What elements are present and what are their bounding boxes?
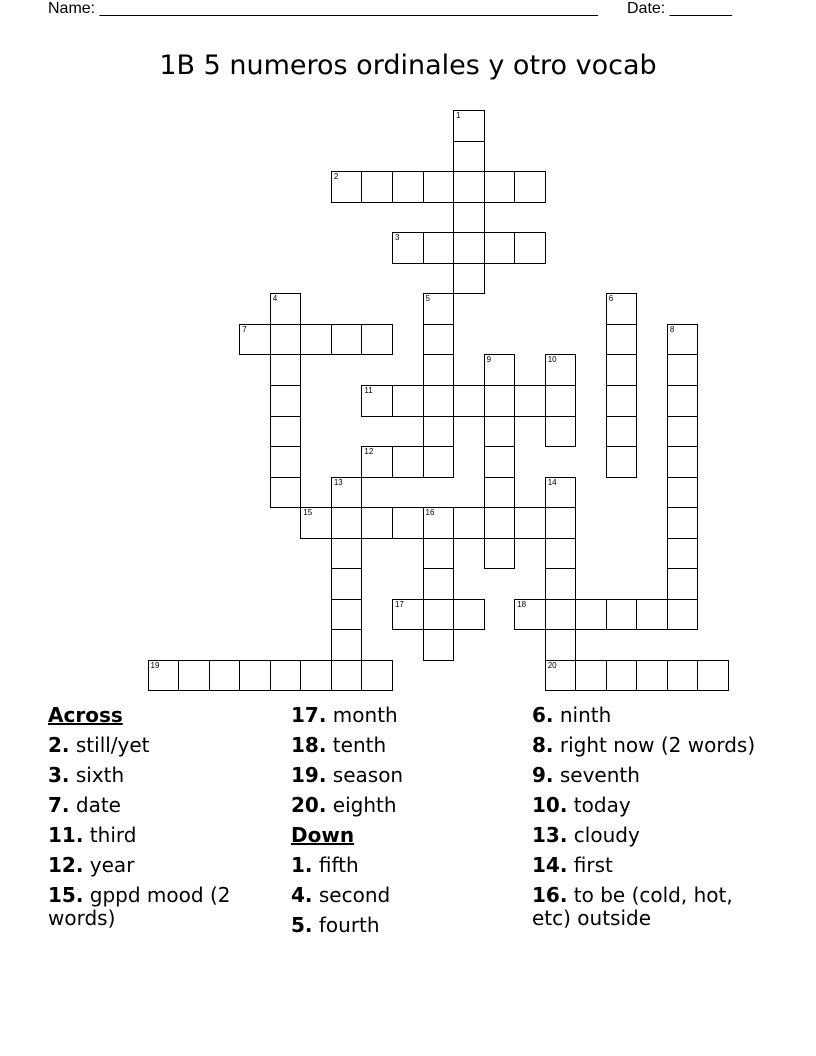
clue-item-number: 3.	[48, 763, 70, 787]
clue-item	[48, 764, 278, 787]
clue-column-3	[532, 704, 772, 937]
grid-cell[interactable]	[178, 660, 210, 692]
clue-item-number: 9.	[532, 763, 554, 787]
grid-cell[interactable]	[514, 507, 546, 539]
grid-cell[interactable]	[514, 232, 546, 264]
clue-item-number: 18.	[291, 733, 327, 757]
clue-item	[48, 734, 278, 757]
clue-number: 10	[547, 355, 557, 365]
clue-item	[48, 854, 278, 877]
clue-item-text: date	[69, 793, 121, 817]
grid-cell[interactable]	[392, 171, 424, 203]
clue-number: 8	[669, 324, 675, 334]
clue-item	[532, 884, 772, 930]
grid-cell[interactable]	[453, 507, 485, 539]
grid-cell[interactable]	[667, 416, 699, 448]
grid-cell[interactable]	[545, 599, 577, 631]
grid-cell[interactable]	[453, 599, 485, 631]
grid-cell[interactable]	[667, 385, 699, 417]
grid-cell[interactable]	[606, 599, 638, 631]
clue-item-text: right now (2 words)	[553, 733, 756, 757]
grid-cell[interactable]	[484, 232, 516, 264]
clue-item-number: 1.	[291, 853, 313, 877]
clue-item-text: seventh	[553, 763, 640, 787]
grid-cell[interactable]	[484, 507, 516, 539]
grid-cell[interactable]	[270, 660, 302, 692]
grid-cell[interactable]	[423, 568, 455, 600]
grid-cell[interactable]	[606, 293, 638, 325]
grid-cell[interactable]	[392, 232, 424, 264]
clue-item	[291, 914, 521, 937]
grid-cell[interactable]	[606, 660, 638, 692]
grid-cell[interactable]	[606, 324, 638, 356]
grid-cell[interactable]	[331, 660, 363, 692]
clue-item	[532, 704, 772, 727]
clue-item-text: season	[326, 763, 404, 787]
grid-cell[interactable]	[636, 660, 668, 692]
grid-cell[interactable]	[423, 599, 455, 631]
grid-cell[interactable]	[545, 538, 577, 570]
grid-cell[interactable]	[270, 324, 302, 356]
clue-item	[48, 794, 278, 817]
grid-cell[interactable]	[667, 477, 699, 509]
grid-cell[interactable]	[484, 354, 516, 386]
clue-item-text: year	[83, 853, 135, 877]
grid-cell[interactable]	[300, 660, 332, 692]
grid-cell[interactable]	[697, 660, 729, 692]
clue-item-number: 11.	[48, 823, 84, 847]
grid-cell[interactable]	[423, 232, 455, 264]
clue-item-number: 10.	[532, 793, 568, 817]
grid-cell[interactable]	[667, 538, 699, 570]
clue-item-number: 12.	[48, 853, 84, 877]
grid-cell[interactable]	[484, 538, 516, 570]
grid-cell[interactable]	[453, 171, 485, 203]
clue-number: 18	[517, 599, 527, 609]
clue-item-number: 7.	[48, 793, 70, 817]
grid-cell[interactable]	[270, 354, 302, 386]
grid-cell[interactable]	[423, 354, 455, 386]
clue-item-text: still/yet	[69, 733, 150, 757]
grid-cell[interactable]	[361, 446, 393, 478]
grid-cell[interactable]	[331, 324, 363, 356]
clue-number: 1	[456, 111, 461, 120]
clue-column-2	[291, 704, 521, 944]
clue-item	[291, 704, 521, 727]
grid-cell[interactable]	[300, 324, 332, 356]
clue-item-text: tenth	[326, 733, 387, 757]
clue-item	[532, 824, 772, 847]
grid-cell[interactable]	[484, 446, 516, 478]
grid-cell[interactable]	[361, 385, 393, 417]
grid-cell[interactable]	[209, 660, 241, 692]
clue-item-number: 2.	[48, 733, 70, 757]
grid-cell[interactable]	[392, 446, 424, 478]
grid-cell[interactable]	[331, 538, 363, 570]
clue-item	[291, 734, 521, 757]
clue-item	[291, 764, 521, 787]
clue-number: 3	[394, 233, 400, 243]
clue-section-heading: Down	[291, 823, 355, 847]
grid-cell[interactable]	[453, 232, 485, 264]
grid-cell[interactable]	[606, 416, 638, 448]
clue-number: 17	[394, 599, 404, 609]
clue-number: 4	[272, 294, 278, 304]
grid-cell[interactable]	[423, 629, 455, 661]
grid-cell[interactable]	[667, 324, 699, 356]
grid-cell[interactable]	[636, 599, 668, 631]
grid-cell[interactable]	[331, 171, 363, 203]
grid-cell[interactable]	[484, 416, 516, 448]
clue-item-number: 15.	[48, 883, 84, 907]
grid-cell[interactable]	[270, 477, 302, 509]
clue-item-number: 19.	[291, 763, 327, 787]
clue-item	[532, 734, 772, 757]
clue-column-1	[48, 704, 278, 937]
clue-item-text: fourth	[312, 913, 380, 937]
clue-item-number: 5.	[291, 913, 313, 937]
grid-cell[interactable]	[331, 477, 363, 509]
clue-item-text: month	[326, 703, 398, 727]
grid-cell[interactable]	[270, 385, 302, 417]
grid-cell[interactable]	[361, 660, 393, 692]
clue-item-text: gppd mood (2 words)	[48, 883, 231, 930]
grid-cell[interactable]	[423, 171, 455, 203]
clue-item-text: eighth	[326, 793, 397, 817]
grid-cell[interactable]	[606, 354, 638, 386]
grid-cell[interactable]	[300, 507, 332, 539]
grid-cell[interactable]	[667, 507, 699, 539]
clue-number: 19	[150, 660, 160, 670]
grid-cell[interactable]	[514, 385, 546, 417]
clue-number: 7	[242, 324, 247, 334]
grid-cell[interactable]	[361, 171, 393, 203]
grid-cell[interactable]	[453, 202, 485, 234]
grid-cell[interactable]	[484, 385, 516, 417]
grid-cell[interactable]	[545, 416, 577, 448]
grid-cell[interactable]	[453, 385, 485, 417]
date-field-label: Date: _______	[627, 0, 732, 17]
clue-item-text: first	[567, 853, 613, 877]
clue-item	[291, 854, 521, 877]
clue-number: 20	[547, 660, 557, 670]
grid-cell[interactable]	[545, 477, 577, 509]
clue-number: 6	[608, 294, 614, 304]
clue-number: 14	[547, 477, 557, 487]
clue-item-number: 8.	[532, 733, 554, 757]
grid-cell[interactable]	[423, 507, 455, 539]
grid-cell[interactable]	[545, 507, 577, 539]
clue-item	[532, 764, 772, 787]
clue-item-text: ninth	[553, 703, 612, 727]
clue-number: 9	[486, 355, 492, 365]
clue-item-text: sixth	[69, 763, 125, 787]
clue-item-number: 20.	[291, 793, 327, 817]
clue-item-number: 6.	[532, 703, 554, 727]
clue-item-text: second	[312, 883, 391, 907]
grid-cell[interactable]	[270, 416, 302, 448]
grid-cell[interactable]	[667, 660, 699, 692]
grid-cell[interactable]	[545, 568, 577, 600]
grid-cell[interactable]	[453, 110, 485, 142]
grid-cell[interactable]	[575, 660, 607, 692]
grid-cell[interactable]	[545, 354, 577, 386]
clue-item-text: to be (cold, hot, etc) outside	[532, 883, 733, 930]
clue-item-number: 17.	[291, 703, 327, 727]
grid-cell[interactable]	[514, 171, 546, 203]
grid-cell[interactable]	[392, 385, 424, 417]
grid-cell[interactable]	[545, 385, 577, 417]
grid-cell[interactable]	[270, 446, 302, 478]
page-title: 1B 5 numeros ordinales y otro vocab	[159, 50, 657, 81]
grid-cell[interactable]	[331, 568, 363, 600]
grid-cell[interactable]	[361, 324, 393, 356]
clue-number: 15	[303, 508, 313, 518]
grid-cell[interactable]	[575, 599, 607, 631]
grid-cell[interactable]	[453, 263, 485, 295]
grid-cell[interactable]	[423, 293, 455, 325]
grid-cell[interactable]	[484, 477, 516, 509]
grid-cell[interactable]	[423, 446, 455, 478]
grid-cell[interactable]	[270, 293, 302, 325]
grid-cell[interactable]	[392, 507, 424, 539]
clue-item-number: 14.	[532, 853, 568, 877]
grid-cell[interactable]	[239, 324, 271, 356]
clue-number: 2	[333, 172, 339, 182]
clue-number: 5	[425, 294, 430, 304]
name-field-label: Name: ________________________________________________________	[48, 0, 598, 17]
clue-item	[532, 794, 772, 817]
grid-cell[interactable]	[545, 660, 577, 692]
grid-cell[interactable]	[148, 660, 180, 692]
clue-item	[48, 884, 278, 930]
clue-number: 11	[364, 385, 373, 395]
grid-cell[interactable]	[392, 599, 424, 631]
clue-item	[48, 824, 278, 847]
clue-item-text: third	[83, 823, 137, 847]
grid-cell[interactable]	[545, 629, 577, 661]
clue-item-text: cloudy	[567, 823, 640, 847]
grid-cell[interactable]	[667, 354, 699, 386]
clue-item-text: today	[567, 793, 631, 817]
grid-cell[interactable]	[667, 568, 699, 600]
grid-cell[interactable]	[606, 446, 638, 478]
clue-item-number: 16.	[532, 883, 568, 907]
clue-item-text: fifth	[312, 853, 359, 877]
clue-item	[532, 854, 772, 877]
clue-item	[291, 884, 521, 907]
clue-item-number: 4.	[291, 883, 313, 907]
clue-section-heading: Across	[48, 703, 123, 727]
grid-cell[interactable]	[331, 507, 363, 539]
grid-cell[interactable]	[453, 141, 485, 173]
grid-cell[interactable]	[423, 324, 455, 356]
grid-cell[interactable]	[606, 385, 638, 417]
grid-cell[interactable]	[361, 507, 393, 539]
grid-cell[interactable]	[514, 599, 546, 631]
grid-cell[interactable]	[423, 538, 455, 570]
clue-number: 12	[364, 447, 374, 457]
grid-cell[interactable]	[667, 446, 699, 478]
grid-cell[interactable]	[423, 416, 455, 448]
grid-cell[interactable]	[423, 385, 455, 417]
grid-cell[interactable]	[667, 599, 699, 631]
grid-cell[interactable]	[331, 629, 363, 661]
clue-item	[291, 794, 521, 817]
clue-number: 13	[333, 477, 343, 487]
grid-cell[interactable]	[331, 599, 363, 631]
grid-cell[interactable]	[484, 171, 516, 203]
grid-cell[interactable]	[239, 660, 271, 692]
clue-item-number: 13.	[532, 823, 568, 847]
clue-number: 16	[425, 508, 435, 518]
